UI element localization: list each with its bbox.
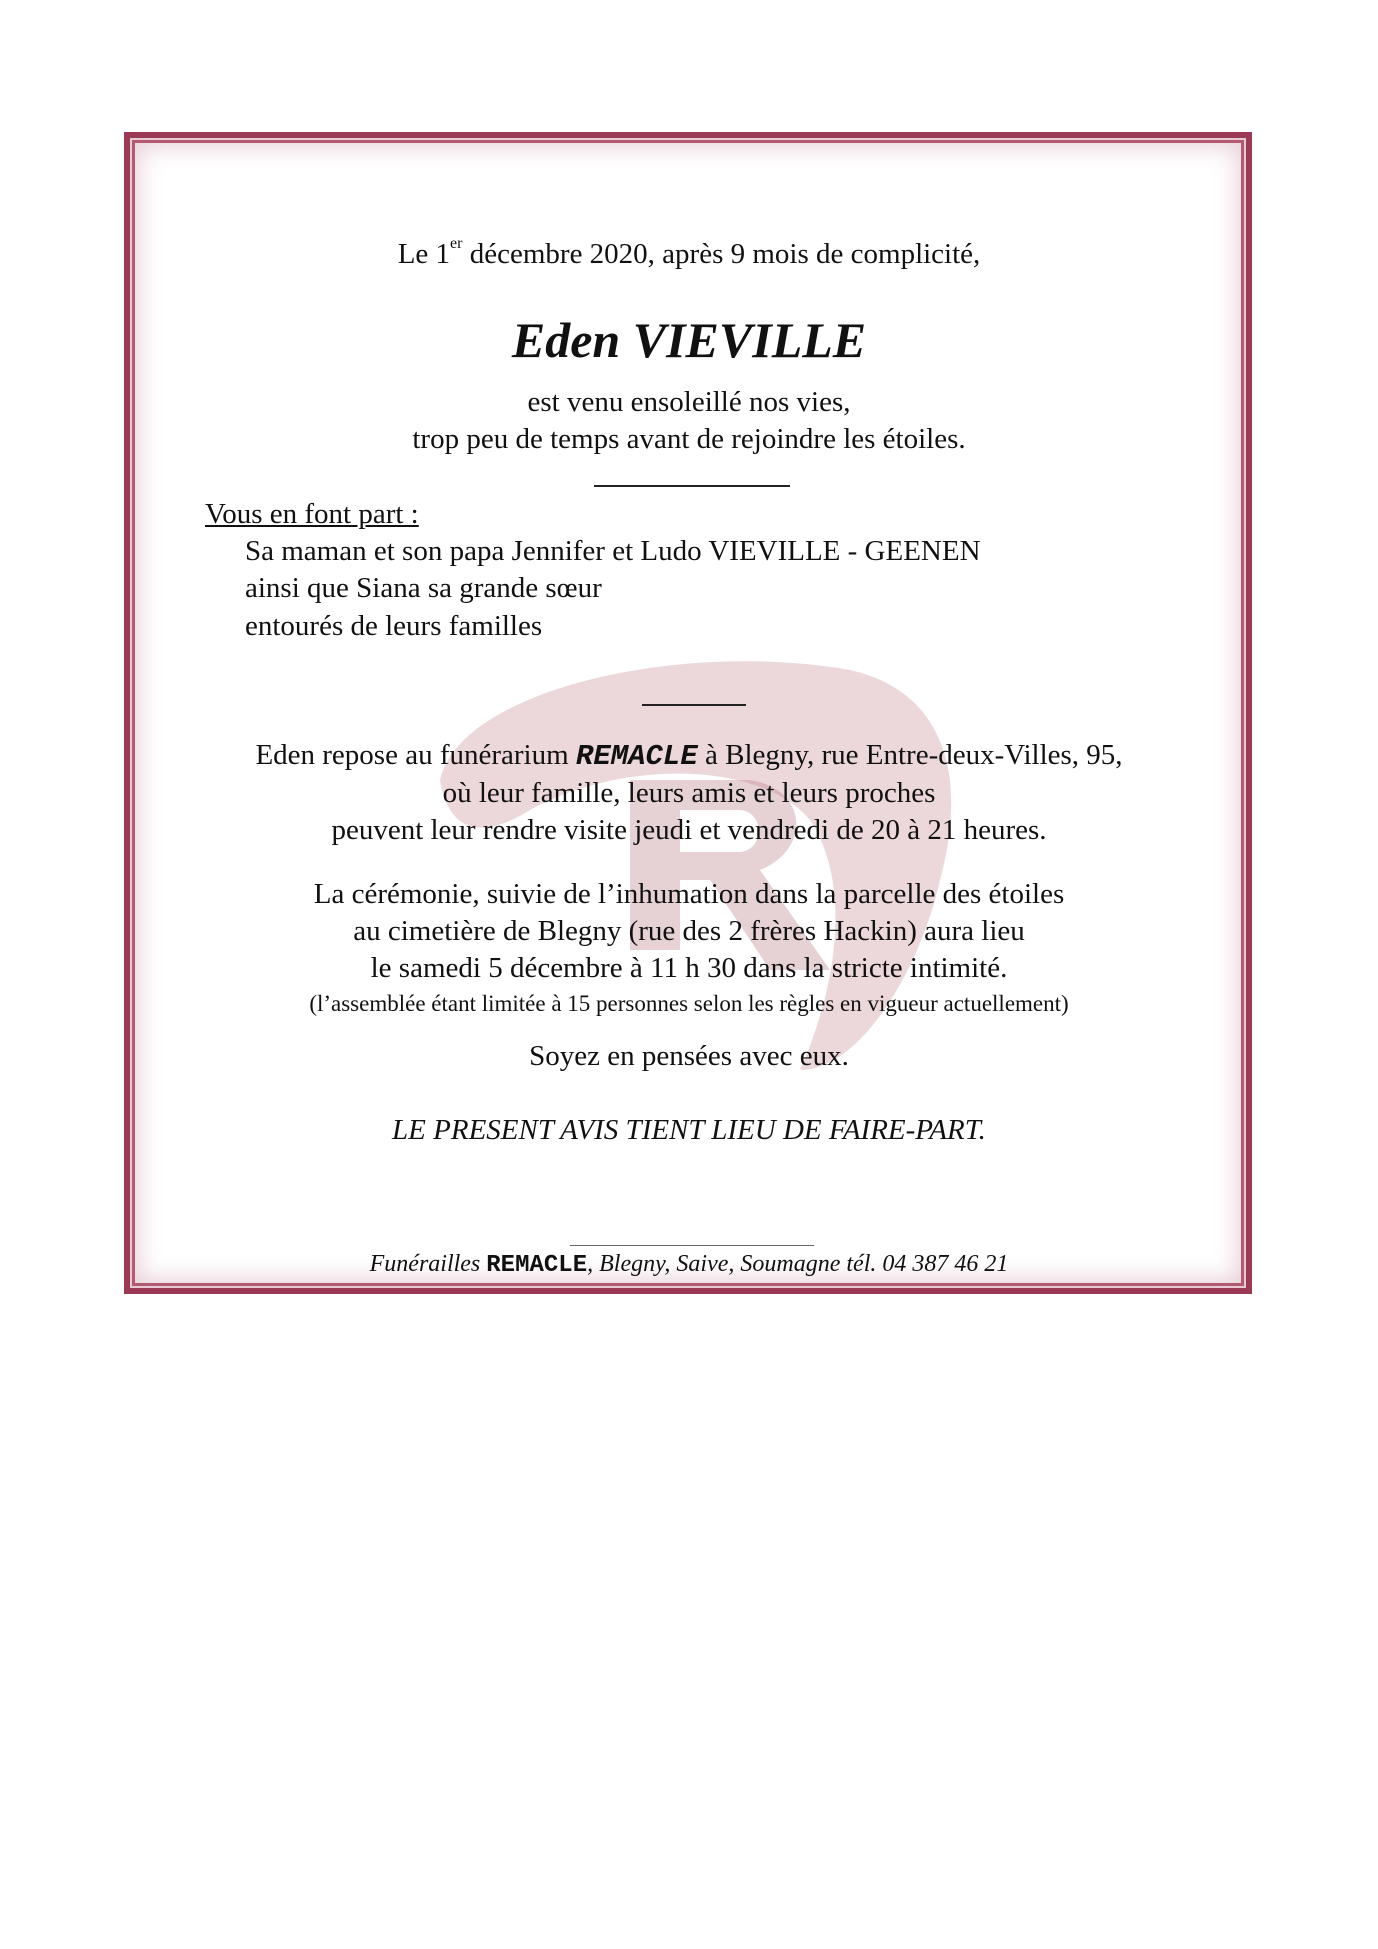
notice-statement: LE PRESENT AVIS TIENT LIEU DE FAIRE-PART. (392, 1114, 986, 1146)
family-line: Sa maman et son papa Jennifer et Ludo VIEVILLE - GEENEN (245, 535, 981, 567)
separator-rule (594, 485, 790, 487)
tribute-line-1: est venu ensoleillé nos vies, (527, 386, 851, 418)
family-line: ainsi que Siana sa grande sœur (245, 572, 602, 604)
intro-line: Le 1er décembre 2020, après 9 mois de complicité, (397, 235, 981, 270)
ceremony-line: le samedi 5 décembre à 11 h 30 dans la stricte intimité. (370, 952, 1008, 984)
ceremony-line: La cérémonie, suivie de l’inhumation dans la parcelle des étoiles (313, 878, 1065, 910)
footer-brand-name: REMACLE (486, 1252, 588, 1279)
attendance-note: (l’assemblée étant limitée à 15 personnes selon les règles en vigueur actuellement) (309, 991, 1069, 1016)
deceased-name: Eden VIEVILLE (511, 312, 867, 368)
visit-line-2: peuvent leur rendre visite jeudi et vendredi de 20 à 21 heures. (331, 814, 1047, 846)
repose-line: Eden repose au funérarium REMACLE à Blegny, rue Entre-deux-Villes, 95, (255, 739, 1123, 773)
thoughts-line: Soyez en pensées avec eux. (529, 1040, 849, 1072)
separator-rule (642, 704, 746, 706)
family-line: entourés de leurs familles (245, 610, 543, 642)
announce-heading: Vous en font part : (205, 498, 419, 530)
ceremony-line: au cimetière de Blegny (rue des 2 frères Hackin) aura lieu (353, 915, 1025, 947)
visit-line-1: où leur famille, leurs amis et leurs proches (442, 777, 936, 809)
footer-line: Funérailles REMACLE, Blegny, Saive, Soumagne tél. 04 387 46 21 (369, 1251, 1009, 1279)
brand-name: REMACLE (575, 740, 698, 773)
tribute-line-2: trop peu de temps avant de rejoindre les étoiles. (412, 423, 966, 455)
footer-rule (570, 1245, 814, 1246)
